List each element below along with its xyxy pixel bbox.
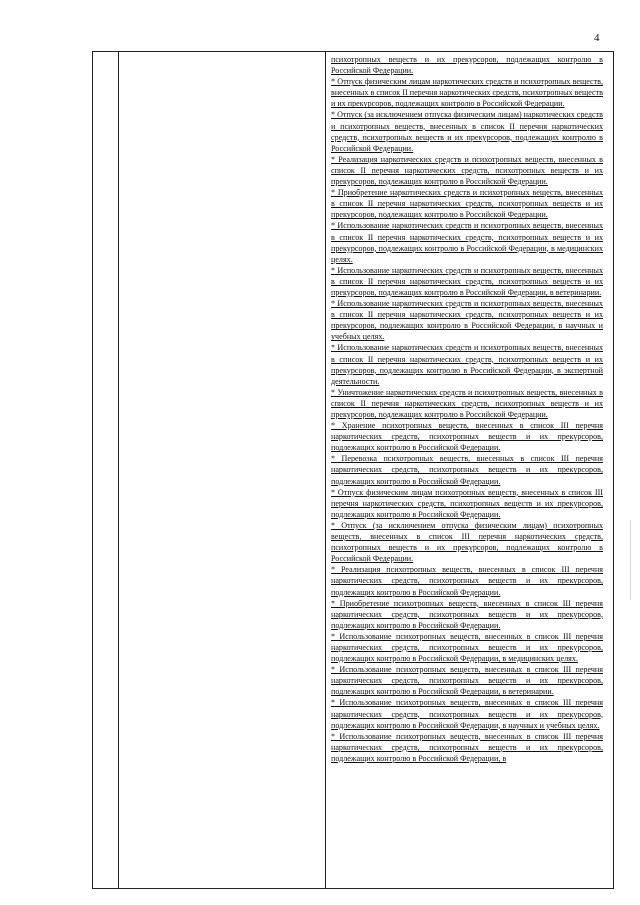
list-item: * Отпуск (за исключением отпуска физическим лицам) психотропных веществ, внесенных в список III перечня наркотических средств, психотропных веществ и их прекурсоров, подлежащих контролю в Российской Федерации. — [331, 520, 603, 564]
list-item: * Использование наркотических средств и психотропных веществ, внесенных в список II перечня наркотических средств, психотропных веществ и их прекурсоров, подлежащих контролю в Российской Федерации, в научных и учебных целях. — [331, 299, 603, 342]
empty-column-cell — [119, 52, 324, 888]
list-item: * Уничтожение наркотических средств и психотропных веществ, внесенных в список II перечня наркотических средств, психотропных веществ и их прекурсоров, подлежащих контролю в Российской Федерации. — [331, 387, 603, 419]
document-table — [92, 51, 614, 889]
list-item: * Использование психотропных веществ, внесенных в список III перечня наркотических средств, психотропных веществ и их прекурсоров, подлежащих контролю в Российской Федерации, в ветеринарии. — [331, 665, 603, 697]
list-item: * Использование психотропных веществ, внесенных в список III перечня наркотических средств, психотропных веществ и их прекурсоров, подлежащих контролю в Российской Федерации, в научных и учебных целях. — [331, 698, 603, 730]
scan-edge-mark — [630, 520, 639, 600]
list-item: * Использование психотропных веществ, внесенных в список III перечня наркотических средств, психотропных веществ и их прекурсоров, подлежащих контролю в Российской Федерации, в медицинских целях. — [331, 631, 603, 664]
list-item: * Хранение психотропных веществ, внесенных в список III перечня наркотических средств, психотропных веществ и их прекурсоров, подлежащих контролю в Российской Федерации. — [331, 421, 603, 453]
list-item: * Использование наркотических средств и психотропных веществ, внесенных в список II перечня наркотических средств, психотропных веществ и их прекурсоров, подлежащих контролю в Российской Федерации, в медицинских целях. — [331, 221, 603, 264]
list-item: * Использование наркотических средств и психотропных веществ, внесенных в список II перечня наркотических средств, психотропных веществ и их прекурсоров, подлежащих контролю в Российской Федерации, в ветеринарии. — [331, 265, 603, 297]
column-divider-2 — [325, 52, 326, 888]
list-item: * Отпуск физическим лицам наркотических средств и психотропных веществ, внесенных в список II перечня наркотических средств, психотропных веществ и их прекурсоров, подлежащих контролю в Российской Федерации. — [331, 77, 603, 109]
list-item: * Перевозка психотропных веществ, внесенных в список III перечня наркотических средств, психотропных веществ и их прекурсоров, подлежащих контролю в Российской Федерации. — [331, 454, 603, 486]
list-item: психотропных веществ и их прекурсоров, подлежащих контролю в Российской Федерации. — [331, 55, 603, 76]
list-item: * Приобретение психотропных веществ, внесенных в список III перечня наркотических средств, психотропных веществ и их прекурсоров, подлежащих контролю в Российской Федерации. — [331, 598, 603, 630]
list-item: * Использование психотропных веществ, внесенных в список III перечня наркотических средств, психотропных веществ и их прекурсоров, подлежащих контролю в Российской Федерации, в — [331, 731, 603, 763]
list-item: * Приобретение наркотических средств и психотропных веществ, внесенных в список II перечня наркотических средств, психотропных веществ и их прекурсоров, подлежащих контролю в Российской Федерации. — [331, 188, 603, 220]
list-item: * Отпуск (за исключением отпуска физическим лицам) наркотических средств и психотропных веществ, внесенных в список II перечня наркотических средств, психотропных веществ и их прекурсоров, подлежащих контролю в Российской Федерации. — [331, 110, 603, 153]
activity-list-cell — [331, 54, 603, 764]
list-item: * Отпуск физическим лицам психотропных веществ, внесенных в список III перечня наркотических средств, психотропных веществ и их прекурсоров, подлежащих контролю в Российской Федерации. — [331, 487, 603, 519]
list-item: * Реализация наркотических средств и психотропных веществ, внесенных в список II перечня наркотических средств, психотропных веществ и их прекурсоров, подлежащих контролю в Российской Федерации. — [331, 154, 603, 187]
list-item: * Реализация психотропных веществ, внесенных в список III перечня наркотических средств, психотропных веществ и их прекурсоров, подлежащих контролю в Российской Федерации. — [331, 565, 603, 597]
page-number: 4 — [594, 32, 600, 44]
list-item: * Использование наркотических средств и психотропных веществ, внесенных в список II перечня наркотических средств, психотропных веществ и их прекурсоров, подлежащих контролю в Российской Федерации, в экспертной деятельности. — [331, 343, 603, 386]
